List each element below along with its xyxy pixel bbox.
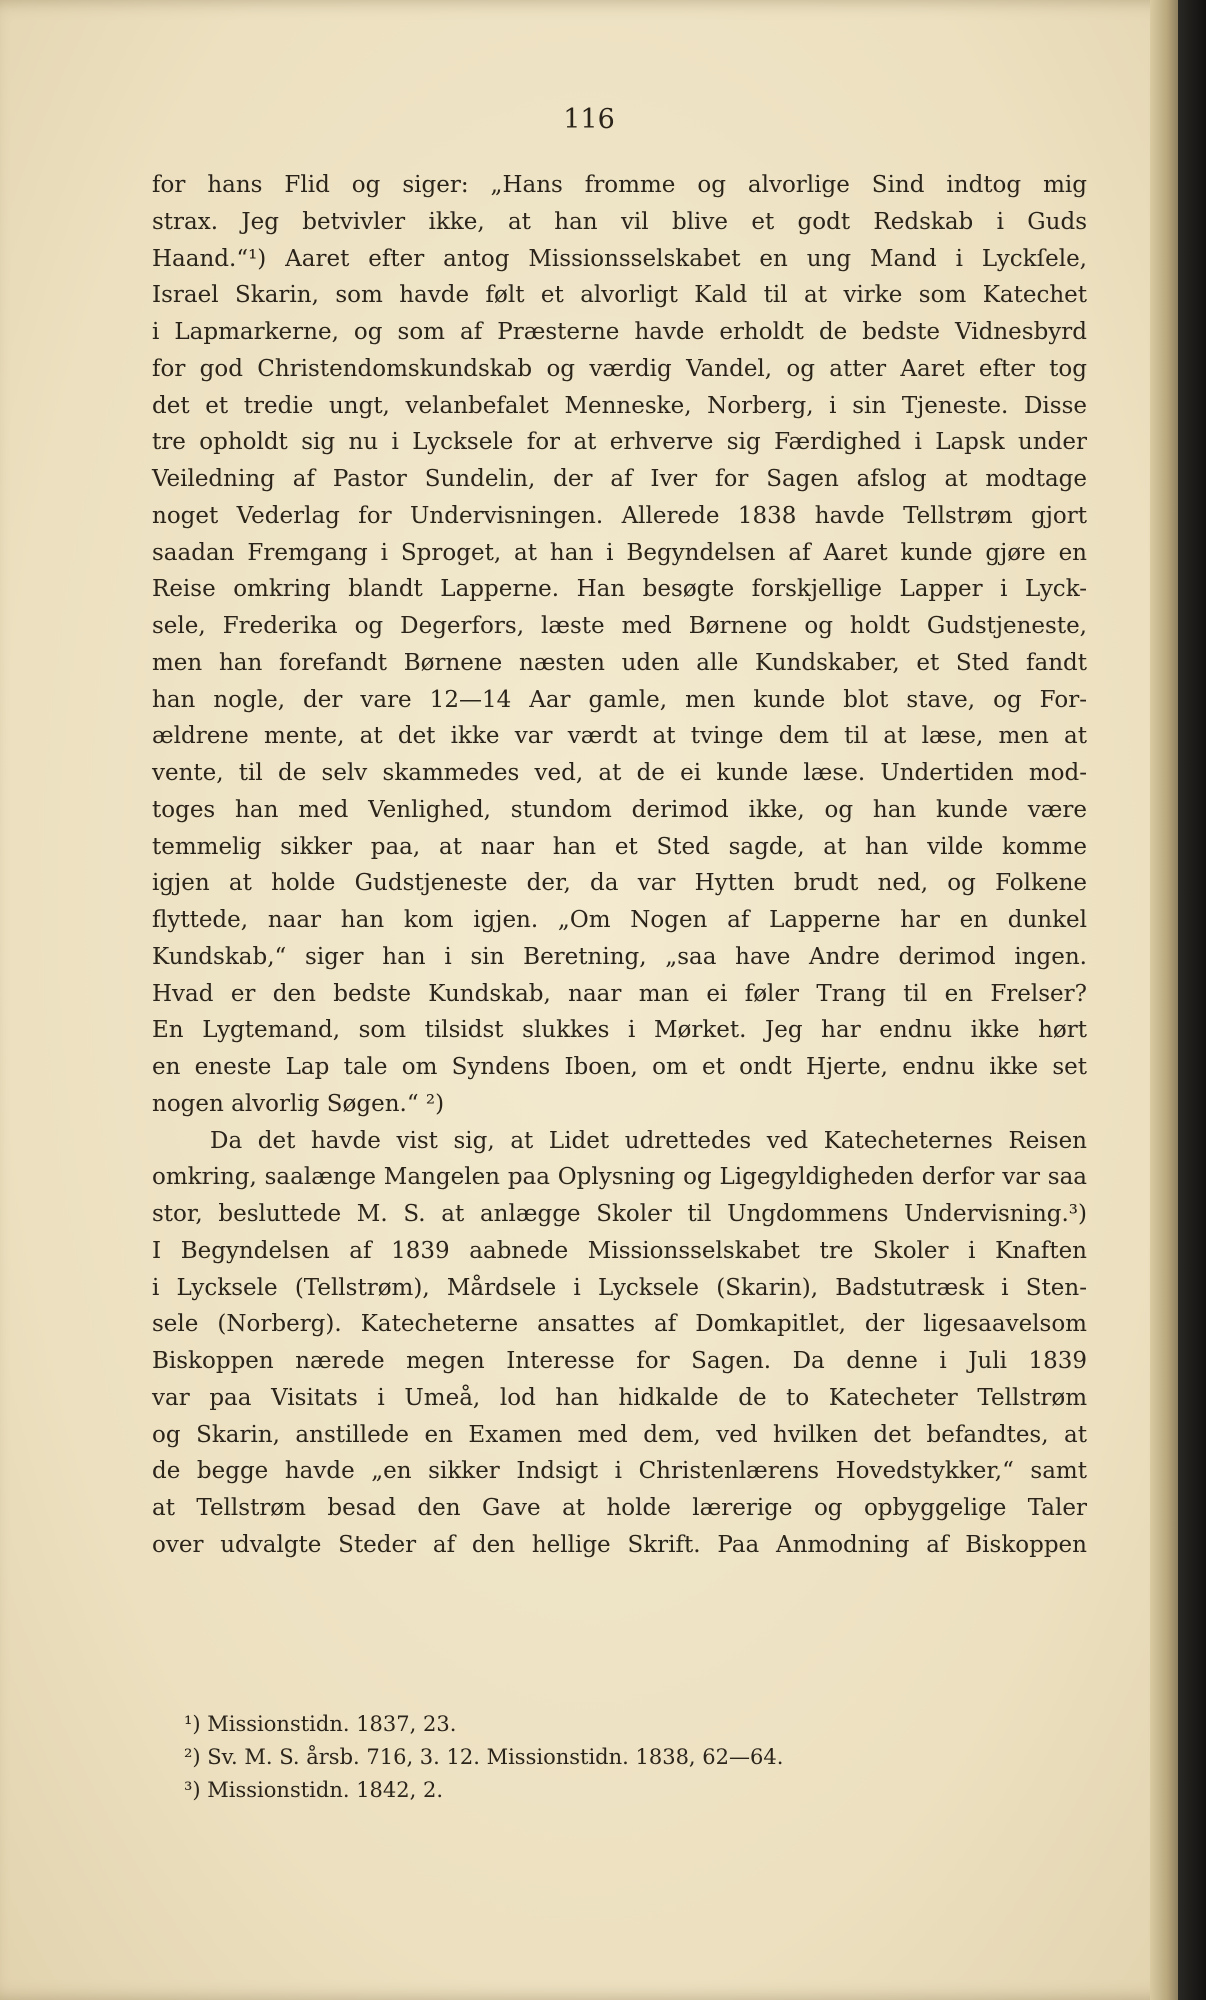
footnote: ²) Sv. M. S. årsb. 716, 3. 12. Missionstidn. 1838, 62—64. <box>184 1745 784 1769</box>
text-line: sele (Norberg). Katecheterne ansattes af Domkapitlet, der ligesaavelsom <box>152 1311 1087 1338</box>
text-line: i Lycksele (Tellstrøm), Mårdsele i Lycksele (Skarin), Badstutræsk i Sten- <box>152 1274 1087 1301</box>
text-line: I Begyndelsen af 1839 aabnede Missionsselskabet tre Skoler i Knaften <box>152 1237 1087 1264</box>
text-line: Kundskab,“ siger han i sin Beretning, „saa have Andre derimod ingen. <box>152 943 1087 970</box>
text-line: Reise omkring blandt Lapperne. Han besøgte forskjellige Lapper i Lyck- <box>152 576 1087 603</box>
text-line: vente, til de selv skammedes ved, at de ei kunde læse. Undertiden mod- <box>152 760 1087 786</box>
text-line: i Lapmarkerne, og som af Præsterne havde erholdt de bedste Vidnesbyrd <box>152 319 1087 345</box>
page-number: 116 <box>563 104 615 135</box>
text-line: Veiledning af Pastor Sundelin, der af Iver for Sagen afslog at modtage <box>152 466 1087 492</box>
page-gutter-shadow <box>1150 0 1178 2000</box>
text-line: noget Vederlag for Undervisningen. Allerede 1838 havde Tellstrøm gjort <box>152 502 1087 529</box>
paragraph-start-line: Da det havde vist sig, at Lidet udrettedes ved Katecheternes Reisen <box>210 1127 1087 1154</box>
paragraph-end-line: nogen alvorlig Søgen.“ ²) <box>152 1090 445 1117</box>
text-line: de begge havde „en sikker Indsigt i Christenlærens Hovedstykker,“ samt <box>152 1458 1087 1485</box>
text-line: tre opholdt sig nu i Lycksele for at erhverve sig Færdighed i Lapsk under <box>152 429 1087 456</box>
text-line: for hans Flid og siger: „Hans fromme og alvorlige Sind indtog mig <box>152 172 1087 198</box>
text-line: temmelig sikker paa, at naar han et Sted sagde, at han vilde komme <box>152 833 1087 860</box>
text-line: sele, Frederika og Degerfors, læste med Børnene og holdt Gudstjeneste, <box>152 613 1087 639</box>
text-line: Hvad er den bedste Kundskab, naar man ei føler Trang til en Frelser? <box>152 980 1087 1007</box>
text-line: igjen at holde Gudstjeneste der, da var Hytten brudt ned, og Folkene <box>152 870 1087 897</box>
main-text <box>152 167 1087 1564</box>
text-line: Israel Skarin, som havde følt et alvorligt Kald til at virke som Katechet <box>152 282 1087 309</box>
text-line: men han forefandt Børnene næsten uden alle Kundskaber, et Sted fandt <box>152 649 1087 676</box>
text-line: ældrene mente, at det ikke var værdt at tvinge dem til at læse, men at <box>152 723 1087 750</box>
footnotes <box>184 1708 1064 1807</box>
book-edge <box>1178 0 1206 2000</box>
text-line: for god Christendomskundskab og værdig Vandel, og atter Aaret efter tog <box>152 355 1087 382</box>
text-line: at Tellstrøm besad den Gave at holde lærerige og opbyggelige Taler <box>152 1495 1087 1521</box>
text-line: han nogle, der vare 12—14 Aar gamle, men kunde blot stave, og For- <box>152 686 1087 713</box>
text-line: En Lygtemand, som tilsidst slukkes i Mørket. Jeg har endnu ikke hørt <box>152 1017 1087 1044</box>
footnote: ³) Missionstidn. 1842, 2. <box>184 1778 444 1802</box>
text-line: omkring, saalænge Mangelen paa Oplysning og Ligegyldigheden derfor var saa <box>152 1164 1087 1191</box>
text-line: strax. Jeg betvivler ikke, at han vil blive et godt Redskab i Guds <box>152 208 1087 235</box>
text-line: toges han med Venlighed, stundom derimod ikke, og han kunde være <box>152 796 1087 823</box>
footnote: ¹) Missionstidn. 1837, 23. <box>184 1712 457 1736</box>
text-line: flyttede, naar han kom igjen. „Om Nogen af Lapperne har en dunkel <box>152 907 1087 933</box>
text-line: saadan Fremgang i Sproget, at han i Begyndelsen af Aaret kunde gjøre en <box>152 539 1087 566</box>
text-line: og Skarin, anstillede en Examen med dem, ved hvilken det befandtes, at <box>152 1421 1087 1448</box>
text-line: stor, besluttede M. S. at anlægge Skoler til Ungdommens Undervisning.³) <box>152 1201 1087 1227</box>
text-line: var paa Visitats i Umeå, lod han hidkalde de to Katecheter Tellstrøm <box>152 1384 1087 1411</box>
text-line: en eneste Lap tale om Syndens Iboen, om et ondt Hjerte, endnu ikke set <box>152 1054 1087 1080</box>
text-line: Haand.“¹) Aaret efter antog Missionsselskabet en ung Mand i Lyckſele, <box>152 245 1087 272</box>
text-line: det et tredie ungt, velanbefalet Menneske, Norberg, i sin Tjeneste. Disse <box>152 392 1087 419</box>
text-line: over udvalgte Steder af den hellige Skrift. Paa Anmodning af Biskoppen <box>152 1531 1087 1558</box>
text-line: Biskoppen nærede megen Interesse for Sagen. Da denne i Juli 1839 <box>152 1348 1087 1374</box>
